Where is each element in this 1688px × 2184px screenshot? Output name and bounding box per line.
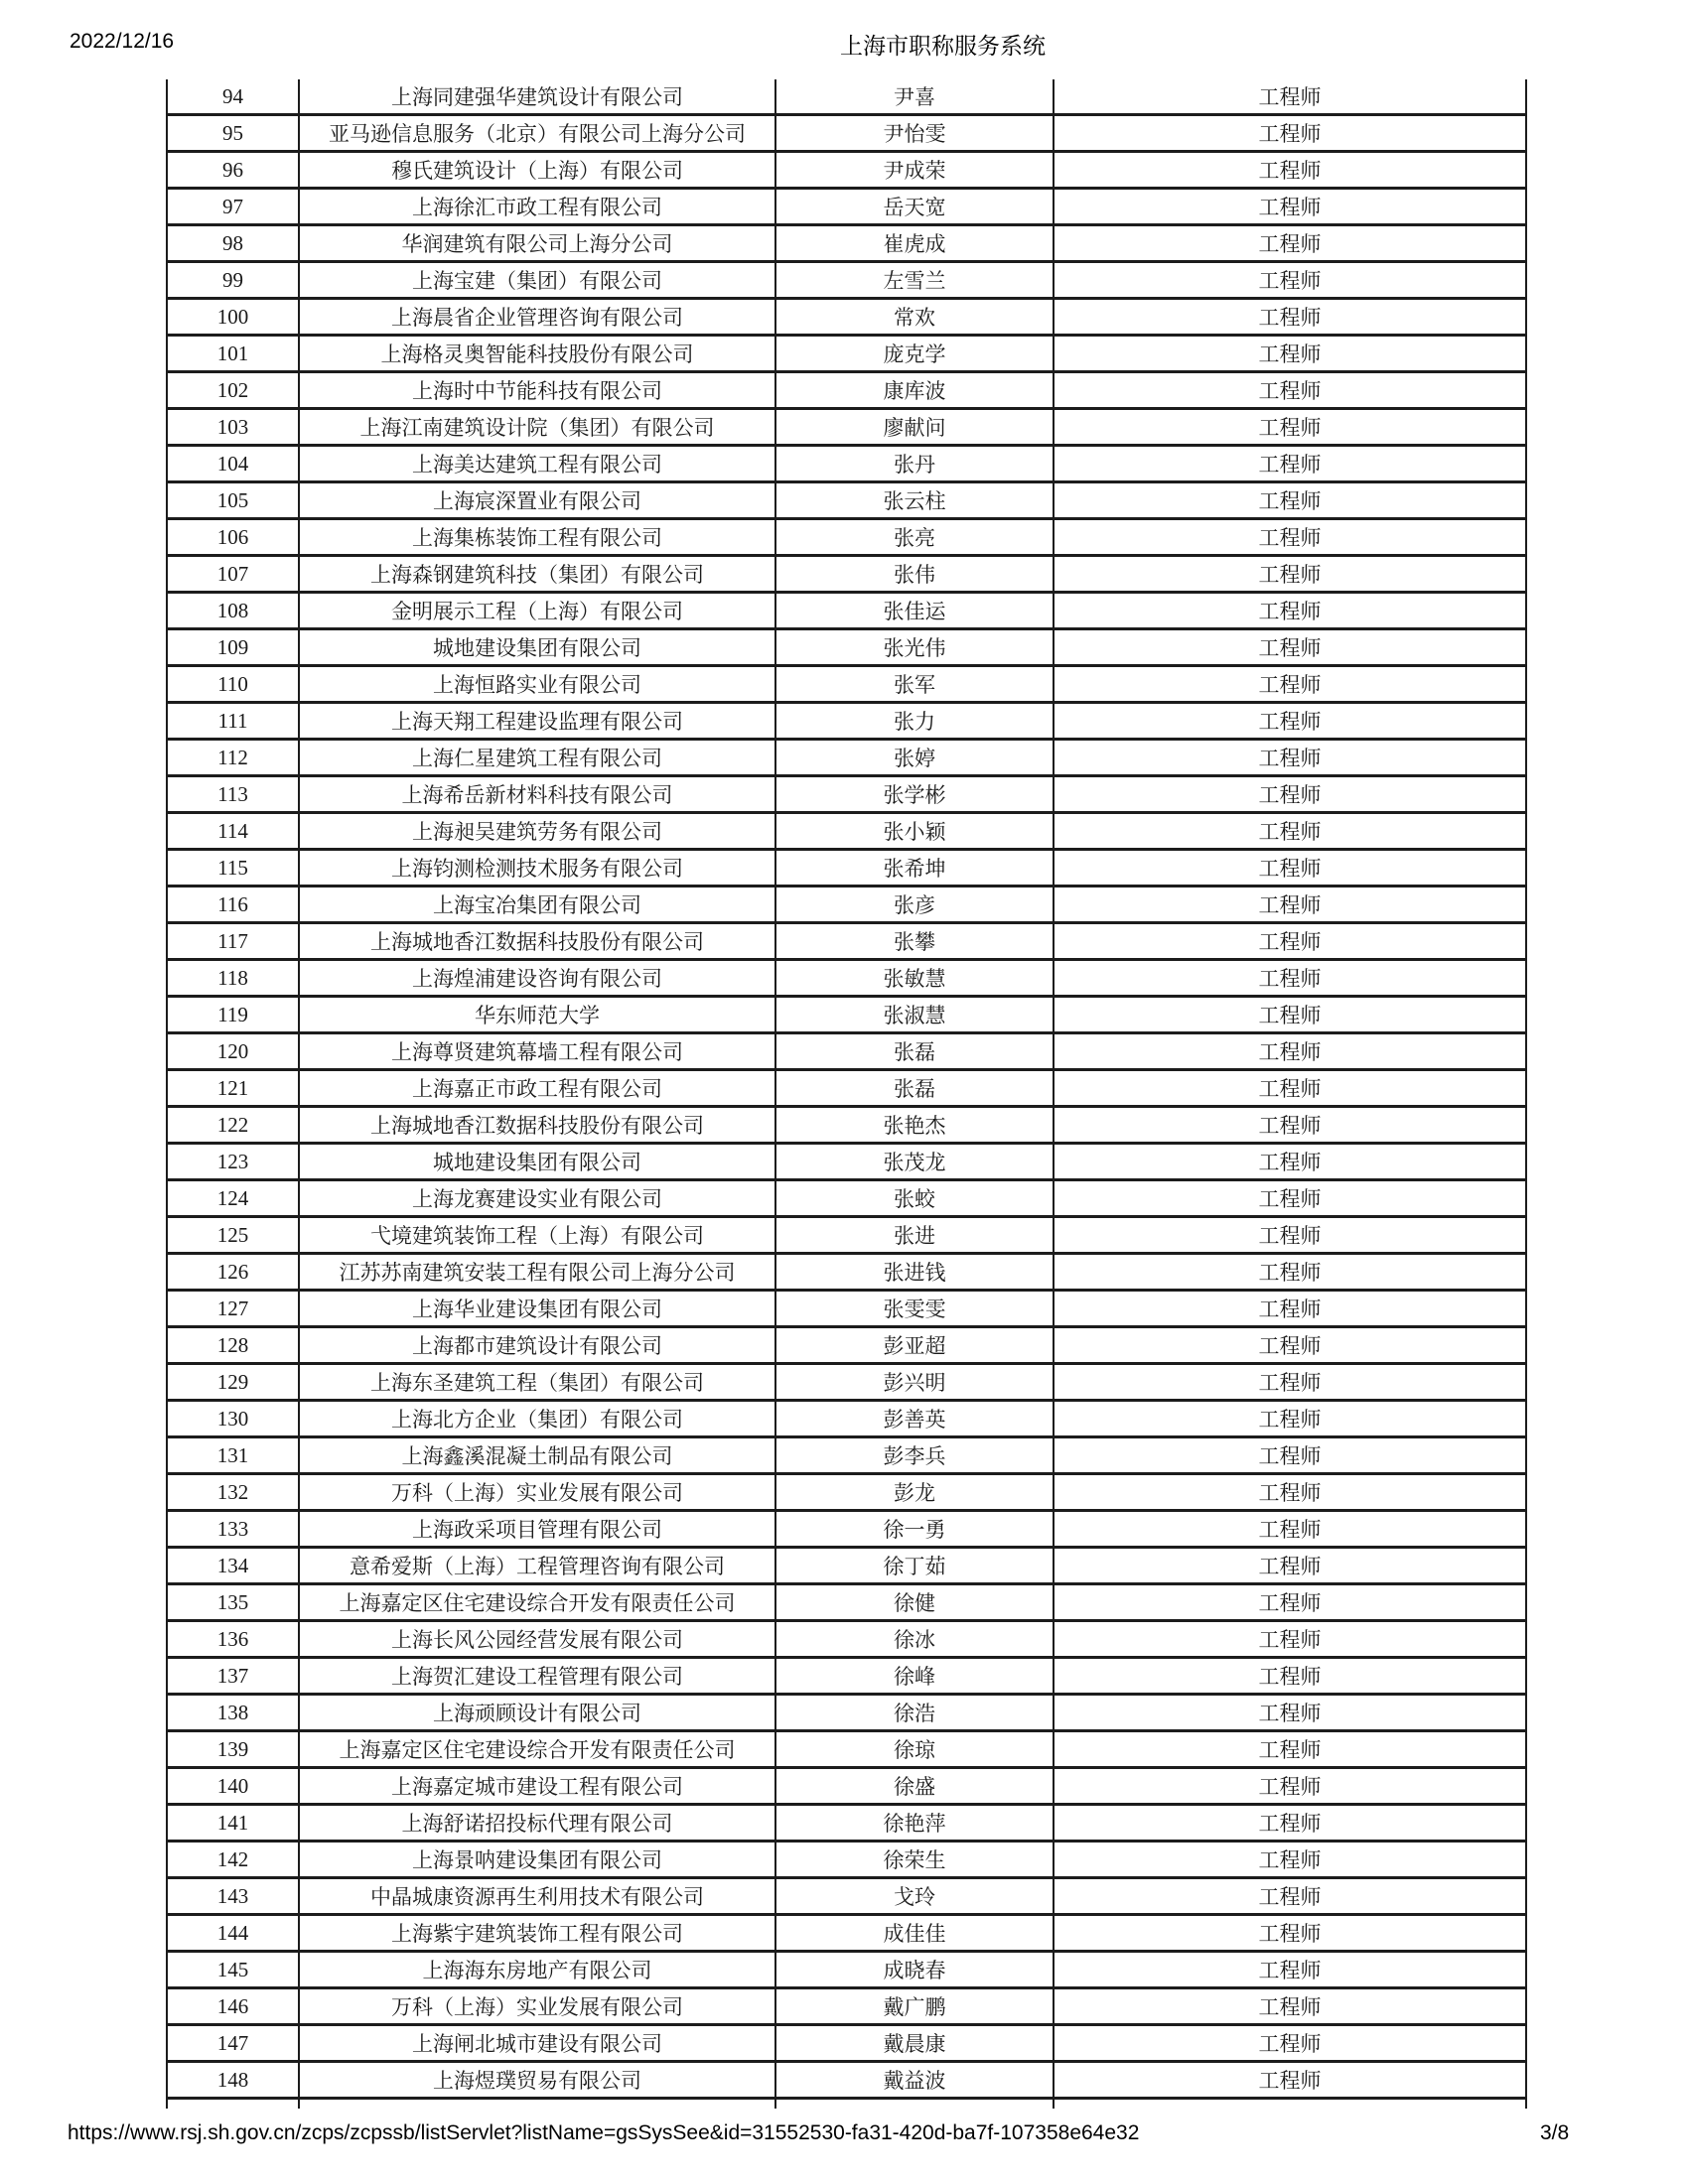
person-name-cell: 左雪兰 [775,262,1054,299]
table-row [167,1511,1526,1548]
table-row [167,703,1526,740]
row-number-cell: 148 [167,2062,299,2099]
person-name-cell: 张云柱 [775,482,1054,519]
row-number-cell: 97 [167,189,299,225]
person-name-cell: 崔虎成 [775,225,1054,262]
person-name-cell: 徐峰 [775,1658,1054,1695]
table-row [167,1291,1526,1327]
row-number-cell: 104 [167,446,299,482]
table-row [167,189,1526,225]
row-number-cell: 107 [167,556,299,593]
row-number-cell: 128 [167,1327,299,1364]
company-cell: 上海森钢建筑科技（集团）有限公司 [299,556,775,593]
row-number-cell: 133 [167,1511,299,1548]
row-number-cell: 127 [167,1291,299,1327]
row-number-cell: 109 [167,629,299,666]
person-name-cell: 张小颖 [775,813,1054,850]
company-cell: 上海恒路实业有限公司 [299,666,775,703]
job-title-cell: 工程师 [1054,556,1526,593]
row-number-cell: 101 [167,336,299,372]
company-cell: 中晶城康资源再生利用技术有限公司 [299,1878,775,1915]
person-name-cell: 张军 [775,666,1054,703]
person-name-cell: 戴晨康 [775,2025,1054,2062]
company-cell: 穆氏建筑设计（上海）有限公司 [299,152,775,189]
person-name-cell: 徐一勇 [775,1511,1054,1548]
person-name-cell: 庞克学 [775,336,1054,372]
job-title-cell: 工程师 [1054,482,1526,519]
row-number-cell: 111 [167,703,299,740]
row-number-cell: 123 [167,1144,299,1180]
job-title-cell: 工程师 [1054,1327,1526,1364]
person-name-cell: 成佳佳 [775,1915,1054,1952]
company-cell: 弋境建筑装饰工程（上海）有限公司 [299,1217,775,1254]
person-name-cell: 张磊 [775,1033,1054,1070]
person-name-cell: 彭亚超 [775,1327,1054,1364]
company-cell: 金明展示工程（上海）有限公司 [299,593,775,629]
person-name-cell: 张艳杰 [775,1107,1054,1144]
job-title-cell: 工程师 [1054,1180,1526,1217]
table-row [167,409,1526,446]
person-name-cell: 尹怡雯 [775,115,1054,152]
row-number-cell: 138 [167,1695,299,1731]
table-row [167,1842,1526,1878]
page-number: 3/8 [1540,2121,1570,2144]
row-number-cell: 102 [167,372,299,409]
partial-cell [299,2099,775,2110]
person-name-cell: 张希坤 [775,850,1054,887]
row-number-cell: 129 [167,1364,299,1401]
job-title-cell: 工程师 [1054,593,1526,629]
table-row [167,79,1526,115]
person-name-cell: 张丹 [775,446,1054,482]
row-number-cell: 137 [167,1658,299,1695]
table-row [167,1180,1526,1217]
job-title-cell: 工程师 [1054,115,1526,152]
row-number-cell: 124 [167,1180,299,1217]
row-number-cell: 94 [167,79,299,115]
job-title-cell: 工程师 [1054,1364,1526,1401]
partial-next-row [167,2099,1526,2110]
company-cell: 城地建设集团有限公司 [299,1144,775,1180]
table-row [167,1548,1526,1584]
table-row [167,299,1526,336]
job-title-cell: 工程师 [1054,1254,1526,1291]
person-name-cell: 张雯雯 [775,1291,1054,1327]
table-row [167,1731,1526,1768]
job-title-cell: 工程师 [1054,1952,1526,1988]
job-title-cell: 工程师 [1054,813,1526,850]
row-number-cell: 99 [167,262,299,299]
job-title-cell: 工程师 [1054,703,1526,740]
table-row [167,1474,1526,1511]
company-cell: 万科（上海）实业发展有限公司 [299,1474,775,1511]
row-number-cell: 121 [167,1070,299,1107]
table-row [167,1217,1526,1254]
job-title-cell: 工程师 [1054,1291,1526,1327]
person-name-cell: 张亮 [775,519,1054,556]
row-number-cell: 125 [167,1217,299,1254]
row-number-cell: 116 [167,887,299,923]
partial-cell [1054,2099,1526,2110]
company-cell: 上海长风公园经营发展有限公司 [299,1621,775,1658]
person-name-cell: 张彦 [775,887,1054,923]
company-cell: 上海天翔工程建设监理有限公司 [299,703,775,740]
person-name-cell: 张佳运 [775,593,1054,629]
company-cell: 上海紫宇建筑装饰工程有限公司 [299,1915,775,1952]
table-row [167,1621,1526,1658]
company-cell: 华东师范大学 [299,997,775,1033]
table-row [167,813,1526,850]
person-name-cell: 张攀 [775,923,1054,960]
job-title-cell: 工程师 [1054,1070,1526,1107]
table-row [167,1584,1526,1621]
footer-url: https://www.rsj.sh.gov.cn/zcps/zcpssb/listServlet?listName=gsSysSee&id=31552530-fa31-420d-ba7f-107358e64e32 [68,2121,1140,2144]
table-row [167,776,1526,813]
table-row [167,1952,1526,1988]
company-cell: 上海宝冶集团有限公司 [299,887,775,923]
table-row [167,482,1526,519]
person-name-cell: 尹喜 [775,79,1054,115]
table-row [167,1878,1526,1915]
person-name-cell: 徐丁茹 [775,1548,1054,1584]
person-name-cell: 尹成荣 [775,152,1054,189]
row-number-cell: 143 [167,1878,299,1915]
table-row [167,997,1526,1033]
table-row [167,923,1526,960]
row-number-cell: 139 [167,1731,299,1768]
job-title-cell: 工程师 [1054,1621,1526,1658]
row-number-cell: 126 [167,1254,299,1291]
job-title-cell: 工程师 [1054,409,1526,446]
print-date: 2022/12/16 [70,30,175,53]
table-row [167,262,1526,299]
row-number-cell: 100 [167,299,299,336]
row-number-cell: 122 [167,1107,299,1144]
person-name-cell: 张力 [775,703,1054,740]
job-title-cell: 工程师 [1054,1144,1526,1180]
row-number-cell: 142 [167,1842,299,1878]
company-cell: 意希爱斯（上海）工程管理咨询有限公司 [299,1548,775,1584]
row-number-cell: 113 [167,776,299,813]
row-number-cell: 95 [167,115,299,152]
person-name-cell: 张学彬 [775,776,1054,813]
table-row [167,1805,1526,1842]
page-title: 上海市职称服务系统 [840,33,1046,59]
table-row [167,225,1526,262]
partial-cell [167,2099,299,2110]
company-cell: 上海龙赛建设实业有限公司 [299,1180,775,1217]
table-row [167,1658,1526,1695]
job-title-cell: 工程师 [1054,336,1526,372]
row-number-cell: 120 [167,1033,299,1070]
company-cell: 上海煜璞贸易有限公司 [299,2062,775,2099]
table-row [167,1107,1526,1144]
row-number-cell: 132 [167,1474,299,1511]
table-row [167,887,1526,923]
person-name-cell: 徐冰 [775,1621,1054,1658]
company-cell: 上海宸深置业有限公司 [299,482,775,519]
person-name-cell: 张伟 [775,556,1054,593]
company-cell: 上海嘉正市政工程有限公司 [299,1070,775,1107]
company-cell: 上海时中节能科技有限公司 [299,372,775,409]
table-row [167,519,1526,556]
person-name-cell: 徐艳萍 [775,1805,1054,1842]
row-number-cell: 135 [167,1584,299,1621]
person-name-cell: 彭兴明 [775,1364,1054,1401]
job-title-cell: 工程师 [1054,740,1526,776]
company-cell: 上海鑫溪混凝土制品有限公司 [299,1437,775,1474]
job-title-cell: 工程师 [1054,299,1526,336]
company-cell: 上海闸北城市建设有限公司 [299,2025,775,2062]
table-row [167,960,1526,997]
person-name-cell: 岳天宽 [775,189,1054,225]
job-title-cell: 工程师 [1054,2025,1526,2062]
row-number-cell: 118 [167,960,299,997]
person-name-cell: 戴益波 [775,2062,1054,2099]
person-name-cell: 张进钱 [775,1254,1054,1291]
company-cell: 上海嘉定区住宅建设综合开发有限责任公司 [299,1731,775,1768]
job-title-cell: 工程师 [1054,1805,1526,1842]
company-cell: 上海江南建筑设计院（集团）有限公司 [299,409,775,446]
company-cell: 上海政采项目管理有限公司 [299,1511,775,1548]
person-name-cell: 张淑慧 [775,997,1054,1033]
company-cell: 上海煌浦建设咨询有限公司 [299,960,775,997]
company-cell: 上海舒诺招投标代理有限公司 [299,1805,775,1842]
job-title-cell: 工程师 [1054,997,1526,1033]
job-title-cell: 工程师 [1054,372,1526,409]
table-row [167,446,1526,482]
table-row [167,1695,1526,1731]
job-title-cell: 工程师 [1054,1107,1526,1144]
company-cell: 上海城地香江数据科技股份有限公司 [299,923,775,960]
row-number-cell: 103 [167,409,299,446]
job-title-cell: 工程师 [1054,1988,1526,2025]
company-cell: 上海仁星建筑工程有限公司 [299,740,775,776]
person-name-cell: 戈玲 [775,1878,1054,1915]
person-name-cell: 彭龙 [775,1474,1054,1511]
row-number-cell: 131 [167,1437,299,1474]
job-title-cell: 工程师 [1054,776,1526,813]
table-row [167,1988,1526,2025]
company-cell: 上海徐汇市政工程有限公司 [299,189,775,225]
table-row [167,629,1526,666]
person-name-cell: 康库波 [775,372,1054,409]
company-cell: 上海贺汇建设工程管理有限公司 [299,1658,775,1695]
row-number-cell: 96 [167,152,299,189]
job-title-cell: 工程师 [1054,1695,1526,1731]
row-number-cell: 145 [167,1952,299,1988]
company-cell: 上海华业建设集团有限公司 [299,1291,775,1327]
table-row [167,372,1526,409]
person-name-cell: 彭李兵 [775,1437,1054,1474]
table-row [167,556,1526,593]
job-title-cell: 工程师 [1054,1915,1526,1952]
company-cell: 上海城地香江数据科技股份有限公司 [299,1107,775,1144]
row-number-cell: 140 [167,1768,299,1805]
table-row [167,1327,1526,1364]
person-name-cell: 张茂龙 [775,1144,1054,1180]
company-cell: 上海格灵奥智能科技股份有限公司 [299,336,775,372]
company-cell: 上海同建强华建筑设计有限公司 [299,79,775,115]
person-name-cell: 张光伟 [775,629,1054,666]
table-row [167,1915,1526,1952]
row-number-cell: 105 [167,482,299,519]
job-title-cell: 工程师 [1054,1401,1526,1437]
company-cell: 上海顽顾设计有限公司 [299,1695,775,1731]
company-cell: 华润建筑有限公司上海分公司 [299,225,775,262]
job-title-cell: 工程师 [1054,446,1526,482]
row-number-cell: 114 [167,813,299,850]
row-number-cell: 146 [167,1988,299,2025]
company-cell: 上海集栋装饰工程有限公司 [299,519,775,556]
job-title-cell: 工程师 [1054,189,1526,225]
job-title-cell: 工程师 [1054,960,1526,997]
job-title-cell: 工程师 [1054,262,1526,299]
company-cell: 上海都市建筑设计有限公司 [299,1327,775,1364]
table-row [167,2062,1526,2099]
table-row [167,336,1526,372]
partial-cell [775,2099,1054,2110]
table-row [167,1254,1526,1291]
job-title-cell: 工程师 [1054,1474,1526,1511]
person-name-cell: 成晓春 [775,1952,1054,1988]
company-cell: 上海宝建（集团）有限公司 [299,262,775,299]
company-cell: 上海晨省企业管理咨询有限公司 [299,299,775,336]
title-roster-table [166,79,1527,2109]
person-name-cell: 张敏慧 [775,960,1054,997]
table-row [167,740,1526,776]
job-title-cell: 工程师 [1054,1768,1526,1805]
table-row [167,593,1526,629]
person-name-cell: 张婷 [775,740,1054,776]
row-number-cell: 136 [167,1621,299,1658]
table-row [167,1144,1526,1180]
job-title-cell: 工程师 [1054,1658,1526,1695]
person-name-cell: 徐琼 [775,1731,1054,1768]
company-cell: 上海东圣建筑工程（集团）有限公司 [299,1364,775,1401]
person-name-cell: 张磊 [775,1070,1054,1107]
table-row [167,666,1526,703]
table-row [167,850,1526,887]
company-cell: 上海昶吴建筑劳务有限公司 [299,813,775,850]
job-title-cell: 工程师 [1054,1033,1526,1070]
table-row [167,115,1526,152]
job-title-cell: 工程师 [1054,225,1526,262]
person-name-cell: 张蛟 [775,1180,1054,1217]
company-cell: 上海钧测检测技术服务有限公司 [299,850,775,887]
row-number-cell: 112 [167,740,299,776]
table-row [167,2025,1526,2062]
job-title-cell: 工程师 [1054,152,1526,189]
row-number-cell: 98 [167,225,299,262]
roster-table-body [167,79,1526,2109]
table-row [167,1768,1526,1805]
table-row [167,1364,1526,1401]
company-cell: 万科（上海）实业发展有限公司 [299,1988,775,2025]
row-number-cell: 115 [167,850,299,887]
row-number-cell: 106 [167,519,299,556]
company-cell: 亚马逊信息服务（北京）有限公司上海分公司 [299,115,775,152]
job-title-cell: 工程师 [1054,519,1526,556]
company-cell: 上海希岳新材料科技有限公司 [299,776,775,813]
row-number-cell: 119 [167,997,299,1033]
table-row [167,1033,1526,1070]
person-name-cell: 张进 [775,1217,1054,1254]
row-number-cell: 134 [167,1548,299,1584]
table-row [167,1401,1526,1437]
job-title-cell: 工程师 [1054,887,1526,923]
company-cell: 上海景呐建设集团有限公司 [299,1842,775,1878]
company-cell: 上海美达建筑工程有限公司 [299,446,775,482]
company-cell: 城地建设集团有限公司 [299,629,775,666]
job-title-cell: 工程师 [1054,850,1526,887]
row-number-cell: 117 [167,923,299,960]
company-cell: 上海海东房地产有限公司 [299,1952,775,1988]
row-number-cell: 130 [167,1401,299,1437]
person-name-cell: 徐健 [775,1584,1054,1621]
person-name-cell: 徐荣生 [775,1842,1054,1878]
company-cell: 江苏苏南建筑安装工程有限公司上海分公司 [299,1254,775,1291]
job-title-cell: 工程师 [1054,1437,1526,1474]
job-title-cell: 工程师 [1054,1731,1526,1768]
row-number-cell: 141 [167,1805,299,1842]
job-title-cell: 工程师 [1054,666,1526,703]
person-name-cell: 常欢 [775,299,1054,336]
job-title-cell: 工程师 [1054,923,1526,960]
job-title-cell: 工程师 [1054,629,1526,666]
row-number-cell: 144 [167,1915,299,1952]
job-title-cell: 工程师 [1054,79,1526,115]
person-name-cell: 彭善英 [775,1401,1054,1437]
job-title-cell: 工程师 [1054,1584,1526,1621]
job-title-cell: 工程师 [1054,2062,1526,2099]
person-name-cell: 戴广鹏 [775,1988,1054,2025]
row-number-cell: 110 [167,666,299,703]
company-cell: 上海北方企业（集团）有限公司 [299,1401,775,1437]
company-cell: 上海尊贤建筑幕墙工程有限公司 [299,1033,775,1070]
company-cell: 上海嘉定区住宅建设综合开发有限责任公司 [299,1584,775,1621]
row-number-cell: 147 [167,2025,299,2062]
table-row [167,152,1526,189]
table-row [167,1070,1526,1107]
job-title-cell: 工程师 [1054,1217,1526,1254]
job-title-cell: 工程师 [1054,1511,1526,1548]
table-row [167,1437,1526,1474]
job-title-cell: 工程师 [1054,1842,1526,1878]
person-name-cell: 徐浩 [775,1695,1054,1731]
job-title-cell: 工程师 [1054,1878,1526,1915]
person-name-cell: 徐盛 [775,1768,1054,1805]
person-name-cell: 廖献问 [775,409,1054,446]
company-cell: 上海嘉定城市建设工程有限公司 [299,1768,775,1805]
row-number-cell: 108 [167,593,299,629]
job-title-cell: 工程师 [1054,1548,1526,1584]
